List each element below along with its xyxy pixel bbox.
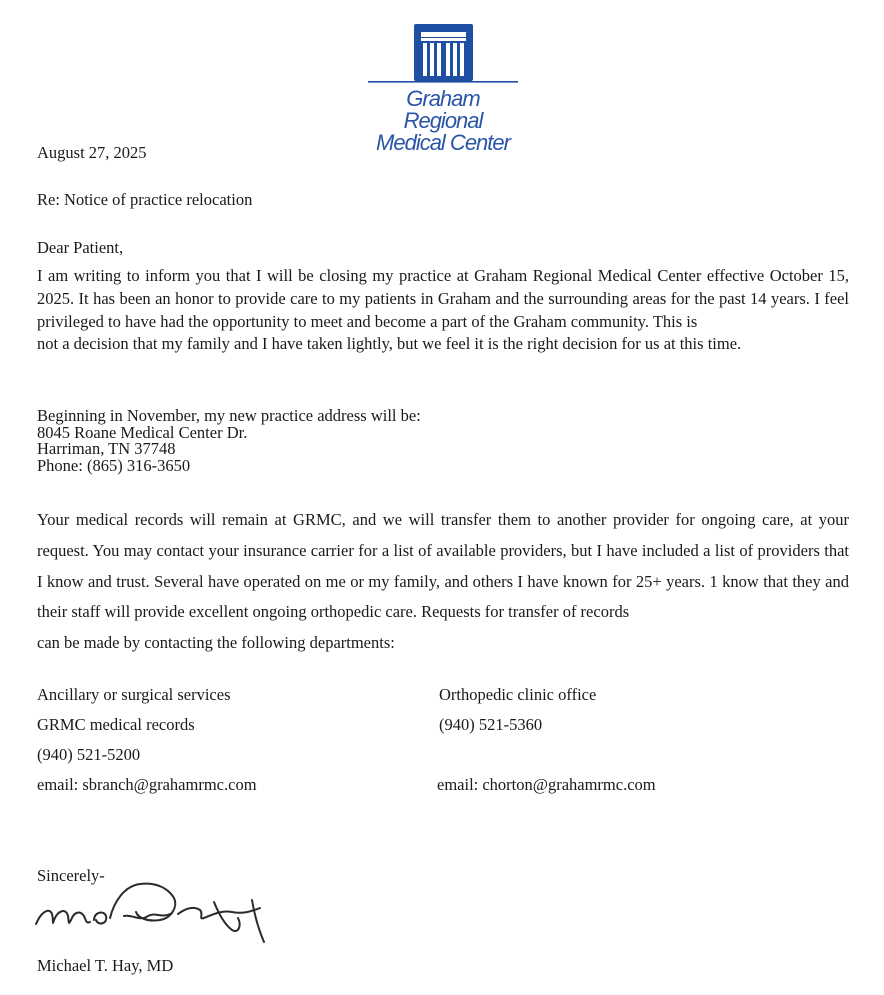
paragraph-medical-records-last-line: can be made by contacting the following departments:	[37, 633, 395, 653]
paragraph-closing-notice-text: I am writing to inform you that I will be closing my practice at Graham Regional Medical Center effective October 15, 2025. It has been an honor to provide care to my patients in Graham and the surrounding areas for the past 14 years. I feel privileged to have had the opportunity to meet and become a part of the Graham community. This is	[37, 266, 849, 331]
address-city: Harriman, TN 37748	[37, 439, 176, 459]
paragraph-closing-notice	[37, 265, 849, 356]
contact-right-title: Orthopedic clinic office	[439, 685, 597, 704]
contact-left-phone: (940) 521-5200	[37, 745, 141, 764]
new-practice-address	[37, 408, 637, 475]
paragraph-medical-records	[37, 505, 849, 659]
salutation: Dear Patient,	[37, 238, 124, 257]
contact-right-email: email: chorton@grahamrmc.com	[437, 775, 656, 794]
signer-name: Michael T. Hay, MD	[37, 956, 174, 975]
organization-name-line2: Medical Center	[376, 130, 510, 155]
letter-date: August 27, 2025	[37, 143, 147, 162]
contact-left-title: Ancillary or surgical services	[37, 685, 231, 704]
columns-building-icon	[366, 24, 520, 86]
closing: Sincerely-	[37, 866, 105, 885]
organization-name-line1: Graham Regional	[403, 86, 483, 133]
letter-subject: Re: Notice of practice relocation	[37, 190, 253, 209]
address-street: 8045 Roane Medical Center Dr.	[37, 422, 248, 442]
address-phone: Phone: (865) 316-3650	[37, 456, 191, 476]
handwritten-signature	[28, 872, 278, 952]
contact-right-phone: (940) 521-5360	[439, 715, 543, 734]
address-intro: Beginning in November, my new practice address will be:	[37, 406, 421, 425]
contact-left-email: email: sbranch@grahamrmc.com	[37, 775, 257, 794]
contact-left-dept: GRMC medical records	[37, 715, 195, 734]
organization-name	[366, 88, 520, 154]
paragraph-closing-notice-last-line: not a decision that my family and I have taken lightly, but we feel it is the right decision for us at this time.	[37, 334, 742, 354]
paragraph-medical-records-text: Your medical records will remain at GRMC, and we will transfer them to another provider for ongoing care, at your request. You may contact your insurance carrier for a list of available providers, but I have included a list of providers that I know and trust. Several have operated on me or my family, and others I have known for 25+ years. 1 know that they and their staff will provide excellent ongoing orthopedic care. Requests for transfer of records	[37, 510, 849, 622]
